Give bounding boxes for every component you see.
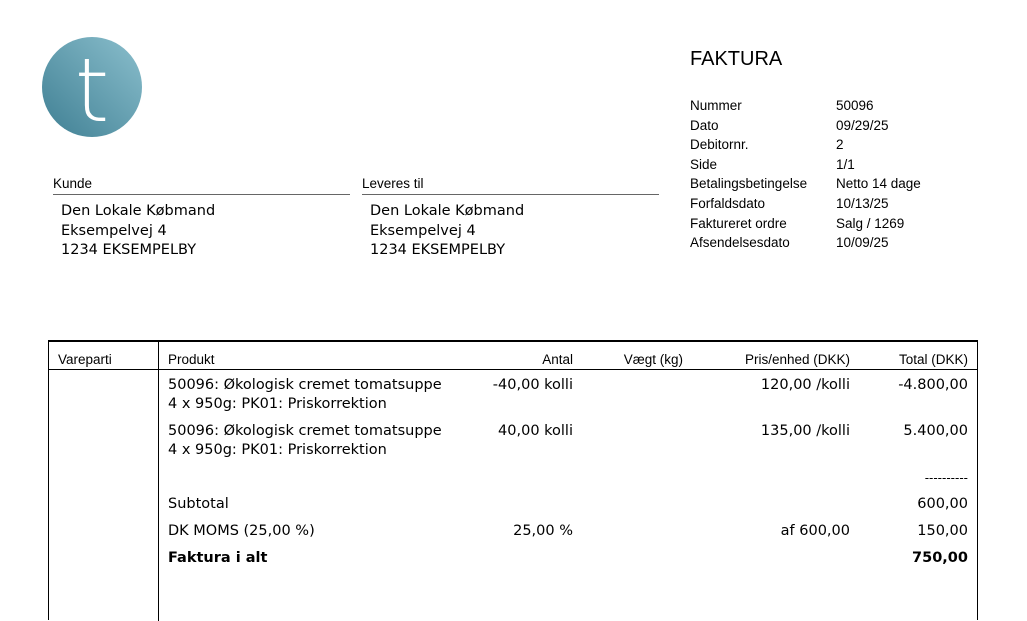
address-line: Eksempelvej 4: [370, 222, 476, 239]
header-qty: Antal: [542, 352, 573, 367]
vat-rate: 25,00 %: [513, 523, 573, 539]
meta-row-payment-terms: [690, 174, 921, 194]
meta-value: 1/1: [836, 156, 855, 172]
meta-value: 10/13/25: [836, 195, 889, 211]
meta-label: Afsendelsesdato: [690, 235, 790, 251]
product-line: 50096: Økologisk cremet tomatsuppe: [168, 377, 442, 393]
meta-value: Netto 14 dage: [836, 176, 921, 192]
header-total: Total (DKK): [898, 352, 968, 367]
meta-row-page: [690, 155, 921, 175]
meta-label: Dato: [690, 117, 719, 133]
meta-row-date: [690, 116, 921, 136]
meta-label: Forfaldsdato: [690, 195, 766, 211]
meta-label: Betalingsbetingelse: [690, 176, 808, 192]
row-price: 135,00 /kolli: [760, 423, 850, 439]
header-price: Pris/enhed (DKK): [744, 352, 850, 367]
product-line: 4 x 950g: PK01: Priskorrektion: [168, 442, 387, 458]
header-divider: [48, 369, 978, 370]
sum-separator: ----------: [924, 471, 968, 485]
row-total: 5.400,00: [903, 423, 968, 439]
address-line: 1234 EKSEMPELBY: [370, 242, 506, 258]
delivery-address: [362, 175, 659, 261]
vat-value: 150,00: [917, 523, 968, 539]
customer-heading: Kunde: [53, 175, 350, 195]
delivery-heading: Leveres til: [362, 175, 659, 195]
logo-letter: t: [74, 39, 110, 137]
company-logo: [42, 37, 142, 137]
meta-label: Side: [690, 156, 718, 172]
meta-value: 09/29/25: [836, 117, 889, 133]
vat-base: af 600,00: [780, 523, 850, 539]
vat-label: DK MOMS (25,00 %): [168, 523, 315, 539]
customer-address-lines: [53, 195, 350, 261]
header-product: Produkt: [168, 352, 215, 367]
product-line: 4 x 950g: PK01: Priskorrektion: [168, 396, 387, 412]
grand-total-value: 750,00: [912, 550, 968, 566]
meta-value: 50096: [836, 98, 874, 113]
address-line: Den Lokale Købmand: [370, 203, 525, 219]
meta-value: 10/09/25: [836, 235, 889, 251]
row-total: -4.800,00: [898, 377, 968, 393]
meta-row-invoiced-order: [690, 214, 921, 234]
column-divider: [158, 341, 159, 621]
subtotal-label: Subtotal: [168, 496, 229, 512]
meta-label: Nummer: [690, 98, 742, 113]
meta-value: 2: [836, 137, 844, 153]
row-price: 120,00 /kolli: [760, 377, 850, 393]
grand-total-label: Faktura i alt: [168, 550, 268, 566]
header-batch: Vareparti: [58, 352, 112, 367]
meta-row-ship-date: [690, 233, 921, 253]
meta-row-number: [690, 96, 921, 116]
subtotal-value: 600,00: [917, 496, 968, 512]
header-weight: Vægt (kg): [623, 352, 683, 367]
row-qty: -40,00 kolli: [492, 377, 573, 393]
row-product: [168, 376, 442, 414]
product-line: 50096: Økologisk cremet tomatsuppe: [168, 423, 442, 439]
document-title: FAKTURA: [690, 48, 783, 70]
address-line: Den Lokale Købmand: [61, 203, 216, 219]
row-product: [168, 422, 442, 460]
delivery-address-lines: [362, 195, 659, 261]
address-line: Eksempelvej 4: [61, 222, 167, 239]
meta-label: Debitornr.: [690, 137, 749, 153]
meta-row-debtor: [690, 135, 921, 155]
row-qty: 40,00 kolli: [498, 423, 573, 439]
meta-label: Faktureret ordre: [690, 215, 787, 231]
meta-value: Salg / 1269: [836, 215, 905, 231]
invoice-meta: [690, 96, 921, 253]
address-line: 1234 EKSEMPELBY: [61, 242, 197, 258]
customer-address: [53, 175, 350, 261]
meta-row-due-date: [690, 194, 921, 214]
